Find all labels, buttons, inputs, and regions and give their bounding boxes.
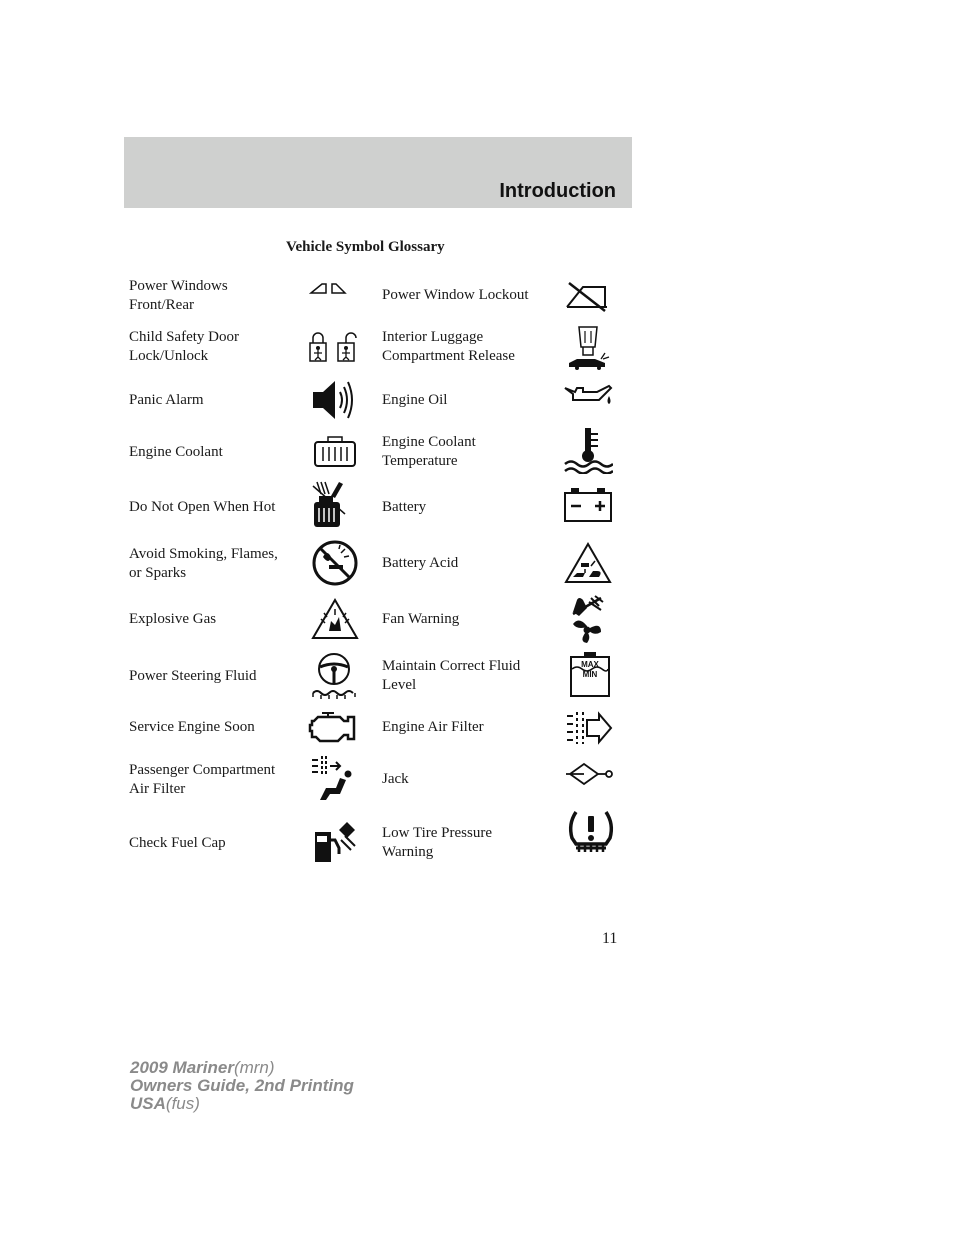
label-fan-warning: Fan Warning [382,611,460,627]
engine-oil-icon [563,382,615,410]
label-low-tire-pressure: Low Tire Pressure Warning [382,825,493,860]
label-check-fuel-cap: Check Fuel Cap [129,835,226,851]
do-not-open-hot-icon [311,480,349,530]
service-engine-soon-icon [308,709,356,745]
panic-alarm-icon [311,377,357,423]
label-engine-air-filter: Engine Air Filter [382,719,484,735]
no-smoking-flames-sparks-icon [311,539,359,587]
fluid-level-reservoir-icon [568,650,612,698]
fan-warning-icon [565,594,609,644]
label-interior-luggage: Interior Luggage Compartment Release [382,329,515,364]
label-battery-acid: Battery Acid [382,555,459,571]
label-explosive-gas: Explosive Gas [129,611,217,627]
max-mark: MAX [581,660,599,669]
label-service-engine-soon: Service Engine Soon [129,719,255,735]
header-band [124,137,632,208]
battery-acid-icon [563,541,613,585]
jack-icon [564,761,614,787]
label-power-window-lockout: Power Window Lockout [382,287,529,303]
page-number: 11 [602,930,618,947]
label-passenger-air-filter: Passenger Compartment Air Filter [129,762,276,797]
label-engine-oil: Engine Oil [382,392,448,408]
interior-luggage-release-icon [565,323,611,371]
child-safety-door-icon [308,330,360,364]
label-jack: Jack [382,771,409,787]
label-engine-coolant: Engine Coolant [129,444,223,460]
label-child-safety-door: Child Safety Door Lock/Unlock [129,329,239,364]
label-engine-coolant-temp: Engine Coolant Temperature [382,434,476,469]
check-fuel-cap-icon [311,820,359,864]
label-avoid-smoking: Avoid Smoking, Flames, or Sparks [129,546,278,581]
label-battery: Battery [382,499,427,515]
section-title: Introduction [499,180,616,202]
power-windows-icon [309,282,349,296]
engine-coolant-icon [312,435,358,469]
power-window-lockout-icon [563,279,611,313]
min-mark: MIN [582,670,598,679]
engine-air-filter-icon [565,710,613,746]
footer: 2009 Mariner(mrn) Owners Guide, 2nd Printing USA(fus) [130,1058,354,1113]
low-tire-pressure-icon [566,808,616,854]
label-maintain-fluid-level: Maintain Correct Fluid Level [382,658,521,693]
label-power-windows: Power Windows Front/Rear [129,278,228,313]
label-power-steering-fluid: Power Steering Fluid [129,668,257,684]
engine-coolant-temperature-icon [563,426,613,474]
passenger-compartment-air-filter-icon [310,754,354,802]
explosive-gas-icon [311,597,359,641]
glossary-title: Vehicle Symbol Glossary [286,239,445,255]
battery-icon [563,486,613,524]
power-steering-fluid-icon [311,651,357,701]
label-panic-alarm: Panic Alarm [129,392,204,408]
label-do-not-open-hot: Do Not Open When Hot [129,499,276,515]
